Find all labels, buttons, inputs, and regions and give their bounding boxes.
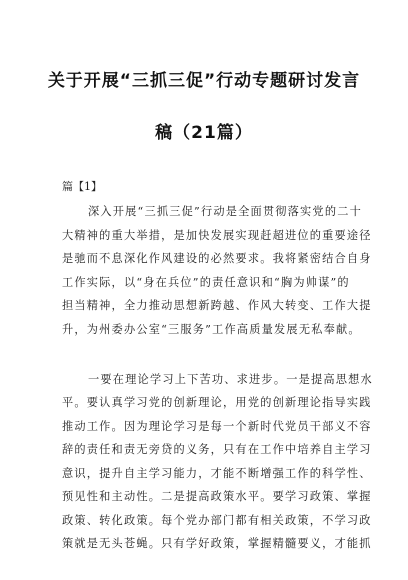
document-title-line-2: 稿（21篇） [155,123,253,143]
paragraph-2-line: 政策、转化政策。每个党办部门都有相关政策，不学习政 [62,514,372,527]
paragraph-1-line: 工作实际，以“身在兵位”的责任意识和“胸为帅谋”的 [62,276,350,289]
paragraph-2-line: 辞的责任和责无旁贷的义务，只有在工作中培养自主学习 [62,443,372,456]
paragraph-1-line: 深入开展“三抓三促”行动是全面贯彻落实党的二十 [88,205,362,218]
paragraph-2-line: 策就是无头苍蝇。只有学好政策，掌握精髓要义，才能抓 [62,537,372,550]
paragraph-2-line: 意识，提升自主学习能力，才能不断增强工作的科学性、 [62,467,372,480]
paragraph-1-line: 大精神的重大举措，是加快发展实现赶超进位的重要途径 [62,229,372,242]
paragraph-2-line: 平。要认真学习党的创新理论，用党的创新理论指导实践 [62,396,372,409]
paragraph-1-line: 担当精神，全力推动思想新跨越、作风大转变、工作大提 [62,299,372,312]
paragraph-2-line: 预见性和主动性。二是提高政策水平。要学习政策、掌握 [62,490,372,503]
paragraph-1-line: 是驰而不息深化作风建设的必然要求。我将紧密结合自身 [62,252,372,265]
paragraph-1-line: 升，为州委办公室“三服务”工作高质量发展无私奉献。 [62,323,361,336]
document-title-line-1: 关于开展“三抓三促”行动专题研讨发言 [47,71,361,91]
paragraph-2-line: 一要在理论学习上下苦功、求进步。一是提高思想水 [88,373,373,386]
section-label: 篇【1】 [62,180,102,193]
paragraph-2-line: 推动工作。因为理论学习是每一个新时代党员干部义不容 [62,420,372,433]
